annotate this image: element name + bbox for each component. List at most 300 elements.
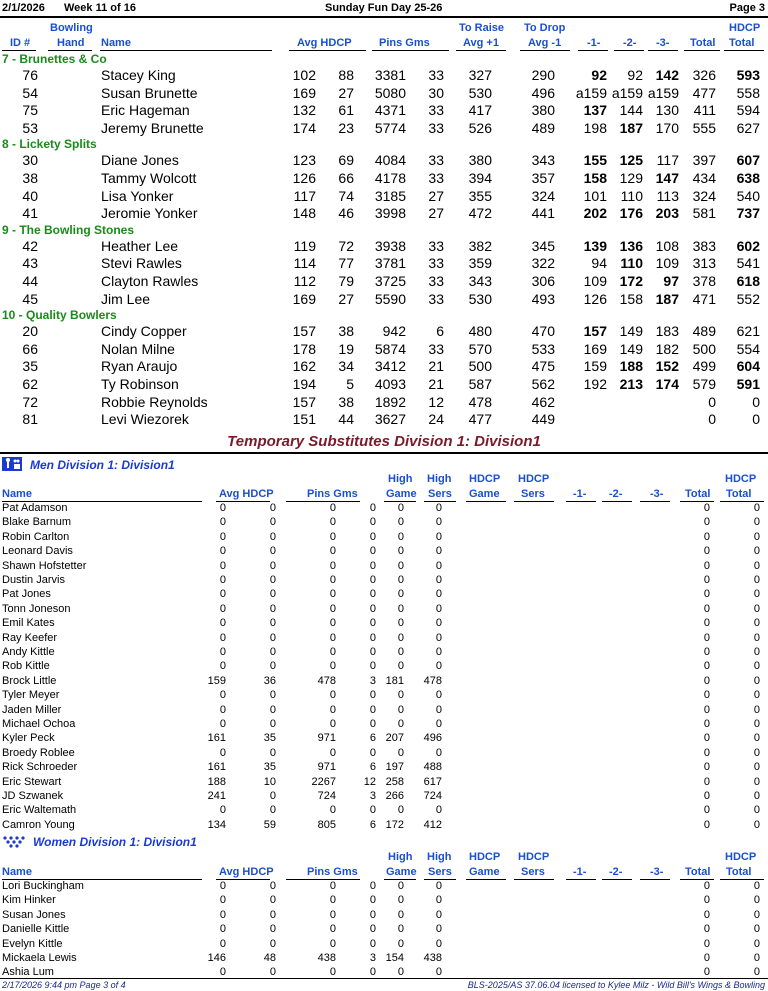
sub-hdcp: 0 — [269, 502, 276, 514]
bowler-htotal: 594 — [736, 102, 760, 118]
sub-hdcp-total: 0 — [753, 966, 760, 978]
sub-hdcp-total: 0 — [753, 819, 760, 831]
sub-pins: 0 — [329, 632, 336, 644]
bowler-id: 62 — [22, 376, 38, 392]
sub-total: 0 — [703, 747, 710, 759]
bowler-pins: 3781 — [374, 255, 406, 271]
sub-hdcp: 0 — [269, 574, 276, 586]
bowler-htotal: 593 — [736, 67, 760, 83]
header-divider — [0, 16, 768, 18]
sub-hdcp-total: 0 — [753, 776, 760, 788]
sub-pins: 724 — [317, 790, 336, 802]
bowler-drop: 324 — [531, 188, 555, 204]
sub-gms: 0 — [369, 804, 376, 816]
sub-hdcp: 0 — [269, 689, 276, 701]
sub-high-game: 0 — [397, 516, 404, 528]
sub-name: JD Szwanek — [2, 790, 64, 802]
sub-gms: 0 — [369, 632, 376, 644]
sub-high-sers: 488 — [423, 761, 442, 773]
bowler-id: 72 — [22, 394, 38, 410]
bowler-name: Jim Lee — [101, 291, 151, 307]
sub-hdcp-total: 0 — [753, 660, 760, 672]
sub-high-sers: 724 — [423, 790, 442, 802]
bowler-g2: 129 — [619, 170, 643, 186]
bowler-hdcp: 66 — [338, 170, 354, 186]
sub-pins: 438 — [317, 952, 336, 964]
sub-high-game: 154 — [385, 952, 404, 964]
bowler-drop: 562 — [531, 376, 555, 392]
sub-pins: 0 — [329, 909, 336, 921]
bowler-id: 44 — [22, 273, 38, 289]
sub-gms: 0 — [369, 545, 376, 557]
sub-name: Danielle Kittle — [2, 923, 70, 935]
col-game1: -1- — [587, 37, 601, 49]
sub-hdcp: 0 — [269, 804, 276, 816]
sub-name: Leonard Davis — [2, 545, 73, 557]
bowler-raise: 478 — [468, 394, 492, 410]
sub-avg: 0 — [219, 560, 226, 572]
sub-total: 0 — [703, 632, 710, 644]
sub-avg: 134 — [207, 819, 226, 831]
sub-name: Evelyn Kittle — [2, 938, 63, 950]
footer-license: BLS-2025/AS 37.06.04 licensed to Kylee Milz - Wild Bill's Wings & Bowling — [467, 980, 765, 990]
header-underline — [514, 501, 554, 502]
sub-total: 0 — [703, 923, 710, 935]
team-name: 10 - Quality Bowlers — [2, 308, 117, 323]
sub-hdcp: 0 — [269, 531, 276, 543]
col-to-raise: To Raise — [459, 22, 505, 34]
bowler-id: 38 — [22, 170, 38, 186]
sub-total: 0 — [703, 952, 710, 964]
bowler-gms: 27 — [428, 188, 444, 204]
sub-high-game: 0 — [397, 966, 404, 978]
sub-hdcp-total: 0 — [753, 952, 760, 964]
sub-high-sers: 0 — [435, 502, 442, 514]
sub-high-sers: 0 — [435, 632, 442, 644]
bowler-total: 434 — [692, 170, 716, 186]
col-pins-gms: Pins Gms — [307, 866, 358, 878]
col-bowling: Bowling — [50, 22, 93, 34]
sub-high-game: 0 — [397, 545, 404, 557]
bowler-pins: 3725 — [374, 273, 406, 289]
sub-avg: 0 — [219, 923, 226, 935]
col-total: Total — [690, 37, 716, 49]
sub-total: 0 — [703, 603, 710, 615]
bowler-total: 397 — [692, 152, 716, 168]
sub-pins: 0 — [329, 880, 336, 892]
col-high-sers: Sers — [428, 866, 452, 878]
sub-total: 0 — [703, 966, 710, 978]
header-underline — [566, 879, 596, 880]
bowler-total: 378 — [692, 273, 716, 289]
sub-high-sers: 412 — [423, 819, 442, 831]
bowler-avg: 174 — [292, 120, 316, 136]
bowler-drop: 449 — [531, 411, 555, 427]
sub-hdcp: 0 — [269, 560, 276, 572]
header-underline — [466, 501, 506, 502]
bowler-gms: 33 — [428, 255, 444, 271]
bowler-id: 66 — [22, 341, 38, 357]
bowler-g1: 94 — [591, 255, 607, 271]
bowler-gms: 24 — [428, 411, 444, 427]
bowler-hdcp: 69 — [338, 152, 354, 168]
sub-pins: 0 — [329, 923, 336, 935]
bowler-avg: 162 — [292, 358, 316, 374]
bowler-g2: 187 — [619, 120, 643, 136]
bowler-hdcp: 38 — [338, 323, 354, 339]
sub-name: Tonn Joneson — [2, 603, 71, 615]
bowler-avg: 112 — [293, 273, 316, 289]
sub-name: Michael Ochoa — [2, 718, 76, 730]
bowler-htotal: 737 — [736, 205, 760, 221]
bowler-name: Lisa Yonker — [101, 188, 174, 204]
bowler-avg: 148 — [292, 205, 316, 221]
sub-pins: 0 — [329, 938, 336, 950]
col-hand: Hand — [57, 37, 85, 49]
sub-hdcp-total: 0 — [753, 923, 760, 935]
bowler-htotal: 607 — [736, 152, 760, 168]
sub-high-sers: 0 — [435, 531, 442, 543]
col-avg-plus: Avg +1 — [463, 37, 499, 49]
bowler-g2: 188 — [619, 358, 643, 374]
header-underline — [640, 501, 670, 502]
sub-name: Robin Carlton — [2, 531, 70, 543]
bowler-id: 41 — [22, 205, 38, 221]
sub-hdcp-total: 0 — [753, 909, 760, 921]
bowler-raise: 380 — [468, 152, 492, 168]
col-g1: -1- — [573, 488, 587, 500]
sub-hdcp-total: 0 — [753, 531, 760, 543]
col-high-game: Game — [386, 488, 417, 500]
sub-gms: 0 — [369, 880, 376, 892]
col-hdcp-total-2: Total — [726, 866, 752, 878]
sub-total: 0 — [703, 880, 710, 892]
bowler-name: Stacey King — [101, 67, 176, 83]
sub-gms: 6 — [369, 732, 376, 744]
sub-hdcp-total: 0 — [753, 790, 760, 802]
sub-gms: 12 — [363, 776, 376, 788]
bowler-gms: 33 — [428, 102, 444, 118]
bowler-name: Stevi Rawles — [101, 255, 182, 271]
sub-hdcp: 10 — [263, 776, 276, 788]
footer-timestamp: 2/17/2026 9:44 pm Page 3 of 4 — [2, 980, 126, 990]
col-g1: -1- — [573, 866, 587, 878]
bowler-g1: 92 — [591, 67, 607, 83]
col-hdcp-game: Game — [469, 488, 500, 500]
sub-hdcp-total: 0 — [753, 704, 760, 716]
sub-hdcp: 0 — [269, 588, 276, 600]
bowler-gms: 30 — [428, 85, 444, 101]
bowler-g1: 109 — [583, 273, 607, 289]
bowler-total: 324 — [692, 188, 716, 204]
sub-total: 0 — [703, 675, 710, 687]
bowler-raise: 587 — [468, 376, 492, 392]
sub-avg: 0 — [219, 747, 226, 759]
sub-gms: 0 — [369, 923, 376, 935]
col-hdcp-total: Total — [729, 37, 755, 49]
bowler-id: 35 — [22, 358, 38, 374]
sub-high-sers: 0 — [435, 516, 442, 528]
bowler-raise: 530 — [468, 291, 492, 307]
col-hdcp-total-2: Total — [726, 488, 752, 500]
bowler-htotal: 591 — [736, 376, 760, 392]
sub-total: 0 — [703, 574, 710, 586]
sub-pins: 0 — [329, 966, 336, 978]
sub-hdcp: 0 — [269, 545, 276, 557]
sub-high-game: 0 — [397, 923, 404, 935]
sub-avg: 0 — [219, 660, 226, 672]
col-hdcp-sers: Sers — [521, 866, 545, 878]
sub-pins: 0 — [329, 660, 336, 672]
bowler-g3: 152 — [655, 358, 679, 374]
sub-pins: 0 — [329, 747, 336, 759]
sub-total: 0 — [703, 502, 710, 514]
bowler-pins: 3412 — [374, 358, 406, 374]
bowler-hdcp: 72 — [338, 238, 354, 254]
sub-total: 0 — [703, 516, 710, 528]
sub-pins: 0 — [329, 531, 336, 543]
sub-gms: 0 — [369, 588, 376, 600]
bowler-name: Robbie Reynolds — [101, 394, 208, 410]
bowler-total: 581 — [692, 205, 716, 221]
bowler-name: Levi Wiezorek — [101, 411, 189, 427]
bowler-avg: 126 — [292, 170, 316, 186]
week-label: Week 11 of 16 — [64, 2, 136, 14]
sub-pins: 478 — [317, 675, 336, 687]
bowler-id: 45 — [22, 291, 38, 307]
sub-name: Susan Jones — [2, 909, 66, 921]
bowler-pins: 5874 — [374, 341, 406, 357]
bowler-g1: 157 — [583, 323, 607, 339]
bowler-g2: 144 — [619, 102, 643, 118]
header-underline — [466, 879, 506, 880]
bowler-gms: 33 — [428, 67, 444, 83]
sub-hdcp: 0 — [269, 617, 276, 629]
bowler-name: Susan Brunette — [101, 85, 198, 101]
bowler-name: Ty Robinson — [101, 376, 179, 392]
bowler-g3: 174 — [655, 376, 679, 392]
bowler-drop: 496 — [531, 85, 555, 101]
bowler-pins: 3627 — [374, 411, 406, 427]
col-hdcp-sers: Sers — [521, 488, 545, 500]
bowler-drop: 380 — [531, 102, 555, 118]
sub-name: Emil Kates — [2, 617, 55, 629]
sub-hdcp: 0 — [269, 909, 276, 921]
sub-name: Pat Adamson — [2, 502, 68, 514]
col-g2: -2- — [609, 866, 623, 878]
bowler-htotal: 621 — [736, 323, 760, 339]
sub-gms: 0 — [369, 909, 376, 921]
bowler-avg: 157 — [292, 323, 316, 339]
bowler-total: 477 — [692, 85, 716, 101]
bowler-raise: 327 — [468, 67, 492, 83]
bowler-id: 42 — [22, 238, 38, 254]
sub-hdcp-total: 0 — [753, 588, 760, 600]
sub-name: Ashia Lum — [2, 966, 54, 978]
sub-gms: 0 — [369, 938, 376, 950]
bowler-avg: 119 — [293, 238, 316, 254]
sub-avg: 0 — [219, 574, 226, 586]
bowler-drop: 493 — [531, 291, 555, 307]
sub-hdcp-total: 0 — [753, 560, 760, 572]
sub-hdcp-total: 0 — [753, 502, 760, 514]
col-hdcp: HDCP — [729, 22, 761, 34]
sub-hdcp-total: 0 — [753, 761, 760, 773]
bowler-total: 326 — [692, 67, 716, 83]
col-id: ID # — [10, 37, 31, 49]
sub-high-sers: 496 — [423, 732, 442, 744]
women-bowler-icon — [2, 835, 26, 853]
bowler-pins: 5774 — [374, 120, 406, 136]
sub-high-game: 0 — [397, 646, 404, 658]
sub-total: 0 — [703, 545, 710, 557]
bowler-drop: 306 — [531, 273, 555, 289]
sub-gms: 0 — [369, 516, 376, 528]
bowler-avg: 151 — [292, 411, 316, 427]
sub-avg: 0 — [219, 531, 226, 543]
bowler-pins: 4371 — [374, 102, 406, 118]
sub-gms: 0 — [369, 660, 376, 672]
bowler-avg: 194 — [292, 376, 316, 392]
sub-high-sers: 0 — [435, 646, 442, 658]
sub-pins: 2267 — [311, 776, 336, 788]
sub-high-game: 0 — [397, 531, 404, 543]
col-g3: -3- — [650, 866, 664, 878]
bowler-avg: 123 — [292, 152, 316, 168]
sub-hdcp-total: 0 — [753, 603, 760, 615]
bowler-avg: 169 — [292, 85, 316, 101]
col-high-sers: Sers — [428, 488, 452, 500]
bowler-g3: 182 — [655, 341, 679, 357]
col-hdcp-game: Game — [469, 866, 500, 878]
bowler-drop: 441 — [531, 205, 555, 221]
sub-gms: 0 — [369, 603, 376, 615]
sub-name: Kim Hinker — [2, 894, 56, 906]
sub-avg: 159 — [207, 675, 226, 687]
bowler-name: Eric Hageman — [101, 102, 190, 118]
sub-hdcp-total: 0 — [753, 516, 760, 528]
bowler-gms: 21 — [428, 358, 444, 374]
bowler-avg: 114 — [293, 255, 316, 271]
bowler-name: Jeremy Brunette — [101, 120, 204, 136]
bowler-hdcp: 27 — [338, 85, 354, 101]
sub-high-game: 0 — [397, 502, 404, 514]
sub-avg: 0 — [219, 966, 226, 978]
sub-name: Lori Buckingham — [2, 880, 84, 892]
sub-total: 0 — [703, 938, 710, 950]
col-high-1: High — [388, 851, 413, 863]
bowler-htotal: 558 — [736, 85, 760, 101]
bowler-pins: 3938 — [374, 238, 406, 254]
sub-high-sers: 0 — [435, 909, 442, 921]
sub-total: 0 — [703, 732, 710, 744]
bowler-g2: a159 — [611, 85, 643, 101]
sub-high-game: 0 — [397, 588, 404, 600]
sub-high-game: 0 — [397, 704, 404, 716]
sub-hdcp: 0 — [269, 704, 276, 716]
sub-hdcp-total: 0 — [753, 718, 760, 730]
bowler-id: 81 — [22, 411, 38, 427]
sub-avg: 0 — [219, 894, 226, 906]
sub-high-sers: 0 — [435, 923, 442, 935]
bowler-name: Ryan Araujo — [101, 358, 178, 374]
bowler-drop: 462 — [531, 394, 555, 410]
bowler-g1: 158 — [583, 170, 607, 186]
bowler-avg: 132 — [292, 102, 316, 118]
sub-avg: 0 — [219, 718, 226, 730]
bowler-g3: 117 — [656, 152, 679, 168]
men-bowler-icon — [2, 457, 22, 476]
sub-high-sers: 0 — [435, 617, 442, 629]
sub-name: Dustin Jarvis — [2, 574, 65, 586]
sub-high-game: 207 — [385, 732, 404, 744]
bowler-id: 40 — [22, 188, 38, 204]
sub-total: 0 — [703, 531, 710, 543]
sub-hdcp: 0 — [269, 747, 276, 759]
header-underline — [566, 501, 596, 502]
col-name: Name — [2, 866, 32, 878]
sub-name: Eric Waltemath — [2, 804, 77, 816]
sub-gms: 6 — [369, 761, 376, 773]
sub-name: Blake Barnum — [2, 516, 72, 528]
sub-pins: 971 — [317, 732, 336, 744]
bowler-gms: 33 — [428, 273, 444, 289]
sub-high-sers: 0 — [435, 894, 442, 906]
sub-hdcp: 35 — [263, 732, 276, 744]
col-total: Total — [685, 866, 711, 878]
sub-hdcp: 35 — [263, 761, 276, 773]
sub-hdcp-total: 0 — [753, 689, 760, 701]
bowler-total: 499 — [692, 358, 716, 374]
sub-avg: 161 — [207, 732, 226, 744]
bowler-avg: 178 — [292, 341, 316, 357]
bowler-hdcp: 44 — [338, 411, 354, 427]
bowler-pins: 942 — [382, 323, 406, 339]
bowler-htotal: 618 — [736, 273, 760, 289]
report-date: 2/1/2026 — [2, 2, 45, 14]
sub-high-sers: 0 — [435, 704, 442, 716]
bowler-id: 76 — [22, 67, 38, 83]
bowler-gms: 33 — [428, 291, 444, 307]
bowler-pins: 4084 — [374, 152, 406, 168]
bowler-g1: 126 — [583, 291, 607, 307]
sub-high-game: 181 — [385, 675, 404, 687]
bowler-hdcp: 88 — [338, 67, 354, 83]
sub-gms: 3 — [369, 952, 376, 964]
bowler-hdcp: 46 — [338, 205, 354, 221]
bowler-g3: 183 — [655, 323, 679, 339]
sub-hdcp: 0 — [269, 880, 276, 892]
sub-high-sers: 0 — [435, 880, 442, 892]
bowler-total: 383 — [692, 238, 716, 254]
sub-name: Tyler Meyer — [2, 689, 60, 701]
bowler-id: 75 — [22, 102, 38, 118]
bowler-gms: 33 — [428, 152, 444, 168]
sub-gms: 0 — [369, 718, 376, 730]
col-g2: -2- — [609, 488, 623, 500]
bowler-g3: 113 — [656, 188, 679, 204]
bowler-g3: 108 — [655, 238, 679, 254]
sub-avg: 0 — [219, 704, 226, 716]
sub-pins: 0 — [329, 560, 336, 572]
bowler-gms: 12 — [428, 394, 444, 410]
bowler-htotal: 0 — [752, 411, 760, 427]
bowler-g1: 202 — [583, 205, 607, 221]
sub-total: 0 — [703, 790, 710, 802]
sub-hdcp: 0 — [269, 660, 276, 672]
bowler-name: Clayton Rawles — [101, 273, 199, 289]
bowler-raise: 500 — [468, 358, 492, 374]
